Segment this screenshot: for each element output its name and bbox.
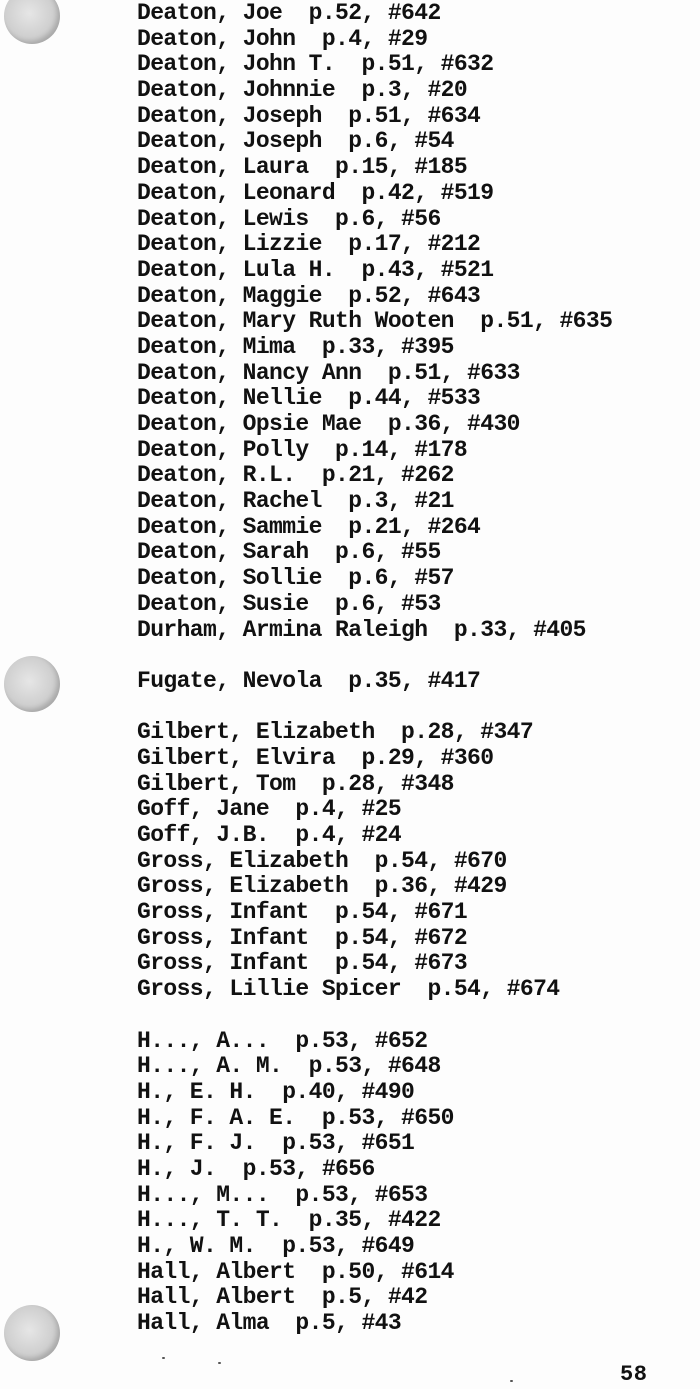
index-entry: H., F. J. p.53, #651	[137, 1130, 415, 1157]
index-entry: Deaton, Lula H. p.43, #521	[137, 256, 494, 283]
index-entry: Gross, Elizabeth p.54, #670	[137, 847, 507, 874]
index-entry: Deaton, Laura p.15, #185	[137, 154, 468, 181]
index-entry: Hall, Alma p.5, #43	[137, 1310, 402, 1337]
index-entry: Deaton, Rachel p.3, #21	[137, 488, 454, 515]
index-entry: Gross, Infant p.54, #672	[137, 924, 468, 951]
index-entry: H., F. A. E. p.53, #650	[137, 1104, 454, 1131]
index-entry: Deaton, Sarah p.6, #55	[137, 539, 441, 566]
punch-hole-bottom	[4, 1305, 60, 1361]
index-entry: Deaton, John p.4, #29	[137, 25, 428, 52]
index-entry: Deaton, Joe p.52, #642	[137, 0, 441, 26]
index-entry: Deaton, R.L. p.21, #262	[137, 462, 454, 489]
index-entry: Deaton, Joseph p.6, #54	[137, 128, 454, 155]
index-entry: H..., M... p.53, #653	[137, 1181, 428, 1208]
index-entry: Goff, Jane p.4, #25	[137, 796, 402, 823]
index-entry: H., E. H. p.40, #490	[137, 1078, 415, 1105]
index-entry: Deaton, John T. p.51, #632	[137, 51, 494, 78]
index-entry: H..., A. M. p.53, #648	[137, 1053, 441, 1080]
index-entry: Deaton, Opsie Mae p.36, #430	[137, 411, 520, 437]
index-entry: Hall, Albert p.5, #42	[137, 1284, 428, 1311]
index-entry: Deaton, Mima p.33, #395	[137, 333, 454, 360]
paper-speck	[218, 1362, 221, 1364]
name-index-list	[137, 1, 697, 1337]
index-entry: Hall, Albert p.50, #614	[137, 1258, 454, 1285]
index-entry: Gilbert, Tom p.28, #348	[137, 770, 454, 797]
page-number: 58	[620, 1362, 648, 1387]
index-entry: Deaton, Johnnie p.3, #20	[137, 77, 468, 104]
index-entry: Deaton, Maggie p.52, #643	[137, 282, 481, 309]
index-entry: Gilbert, Elvira p.29, #360	[137, 744, 494, 771]
punch-hole-middle	[4, 656, 60, 712]
index-entry: Deaton, Nellie p.44, #533	[137, 385, 481, 412]
index-entry: H..., T. T. p.35, #422	[137, 1207, 441, 1234]
index-entry: Gilbert, Elizabeth p.28, #347	[137, 719, 534, 746]
paper-speck	[162, 1357, 165, 1359]
punch-hole-top	[4, 0, 60, 44]
index-entry: Deaton, Polly p.14, #178	[137, 436, 468, 463]
index-entry: Deaton, Mary Ruth Wooten p.51, #635	[137, 308, 613, 335]
index-entry: Durham, Armina Raleigh p.33, #405	[137, 616, 586, 643]
index-entry: Deaton, Leonard p.42, #519	[137, 179, 494, 206]
index-entry: Deaton, Joseph p.51, #634	[137, 102, 481, 129]
index-entry: Fugate, Nevola p.35, #417	[137, 667, 481, 694]
index-entry: Gross, Infant p.54, #671	[137, 899, 468, 926]
index-entry: Gross, Infant p.54, #673	[137, 950, 468, 977]
index-entry: Deaton, Lewis p.6, #56	[137, 205, 441, 232]
index-entry: Deaton, Susie p.6, #53	[137, 590, 441, 617]
index-entry: Deaton, Sammie p.21, #264	[137, 513, 481, 540]
index-entry: Deaton, Nancy Ann p.51, #633	[137, 359, 520, 386]
index-entry: Goff, J.B. p.4, #24	[137, 822, 402, 848]
paper-speck	[510, 1380, 513, 1382]
index-entry: Deaton, Lizzie p.17, #212	[137, 231, 481, 258]
index-entry: Gross, Lillie Spicer p.54, #674	[137, 976, 560, 1003]
index-entry: H..., A... p.53, #652	[137, 1027, 428, 1054]
index-entry: Deaton, Sollie p.6, #57	[137, 565, 454, 592]
index-entry: Gross, Elizabeth p.36, #429	[137, 873, 507, 900]
index-entry: H., J. p.53, #656	[137, 1155, 375, 1182]
index-entry: H., W. M. p.53, #649	[137, 1233, 415, 1259]
